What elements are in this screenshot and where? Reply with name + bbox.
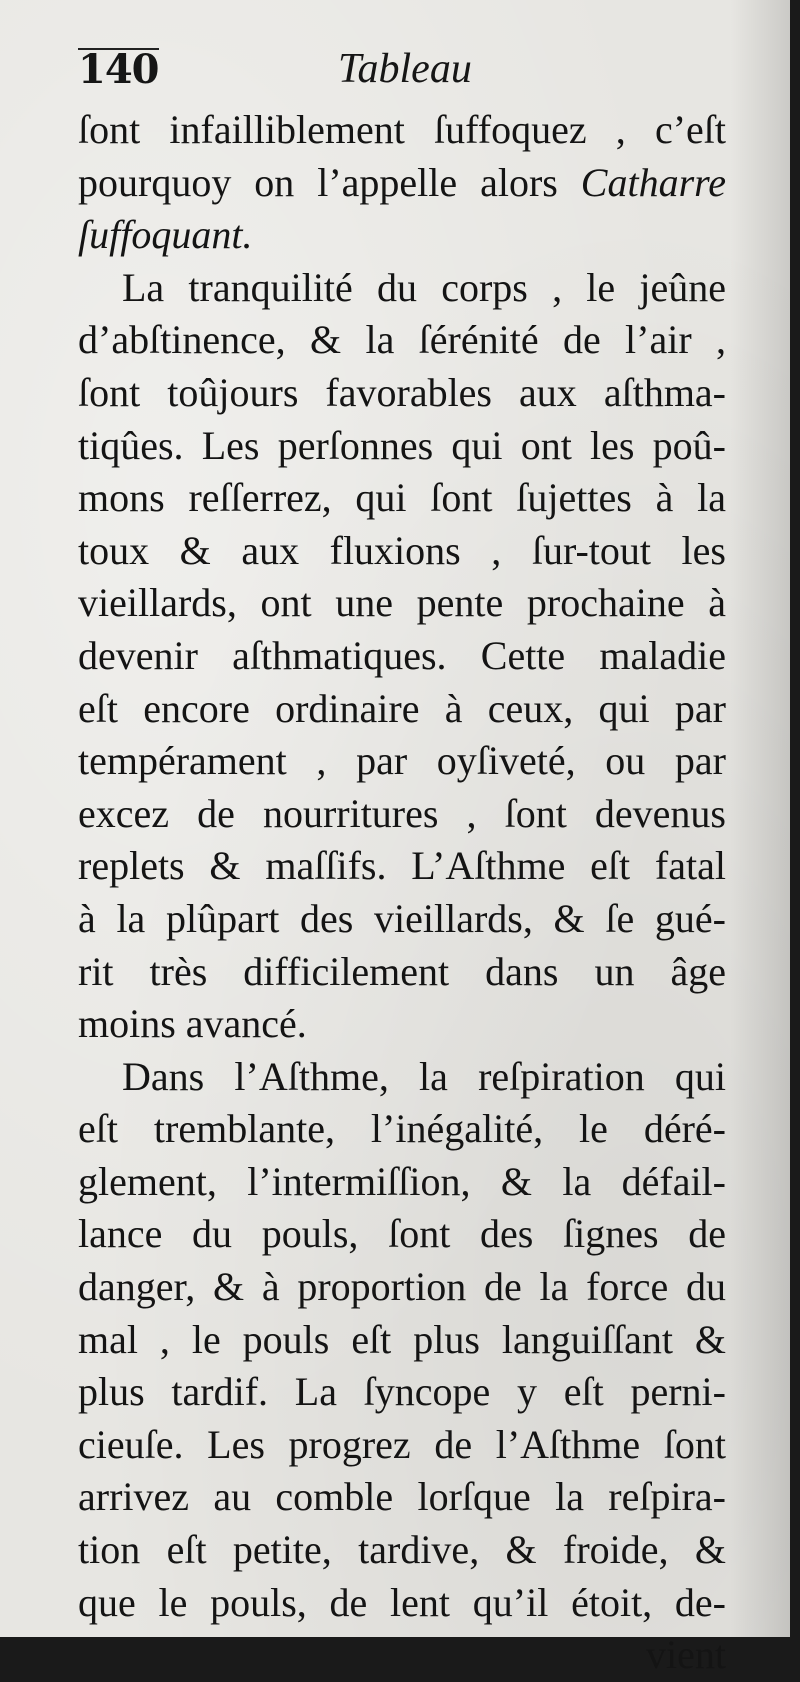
text-line: que le pouls, de lent qu’il étoit, de-: [78, 1579, 726, 1625]
text-line: [78, 209, 726, 262]
text-line: [78, 157, 726, 210]
text-line: eſt tremblante, l’inégalité, le déré-: [78, 1106, 726, 1152]
text-line: lance du pouls, ſont des ſignes de: [78, 1211, 726, 1257]
catchword: vient: [646, 1632, 726, 1678]
text-line: tempérament , par oyſiveté, ou par: [78, 738, 726, 784]
text-line: Dans l’Aſthme, la reſpiration qui: [122, 1053, 726, 1099]
page-number: 140: [78, 46, 159, 93]
text-line: tiqûes. Les perſonnes qui ont les poû-: [78, 422, 726, 468]
text-line: excez de nourritures , ſont devenus: [78, 790, 726, 836]
text-line: La tranquilité du corps , le jeûne: [122, 264, 726, 310]
text-line: moins avancé.: [78, 1001, 307, 1047]
text-line: mons reſſerrez, qui ſont ſujettes à la: [78, 475, 726, 521]
text-line: replets & maſſifs. L’Aſthme eſt fatal: [78, 843, 726, 889]
text-line: à la plûpart des vieillards, & ſe gué-: [78, 895, 726, 941]
text-line: ſont infailliblement ſuffoquez , c’eſt: [78, 107, 726, 152]
text-line: ſont toûjours favorables aux aſthma-: [78, 369, 726, 415]
page-edge-shadow: [730, 0, 790, 1637]
text-line: plus tardif. La ſyncope y eſt perni-: [78, 1369, 726, 1415]
text-line: rit très difficilement dans un âge: [78, 948, 726, 994]
text-line: eſt encore ordinaire à ceux, qui par: [78, 685, 726, 731]
italic-term: Catharre: [580, 159, 726, 205]
page-header: [78, 48, 728, 96]
text-line: vieillards, ont une pente prochaine à: [78, 580, 726, 626]
text-line: toux & aux fluxions , ſur-tout les: [78, 527, 726, 573]
text-line: danger, & à proportion de la force du: [78, 1264, 726, 1310]
text-line: cieuſe. Les progrez de l’Aſthme ſont: [78, 1421, 726, 1467]
text-line: devenir aſthmatiques. Cette maladie: [78, 632, 726, 678]
text-line: d’abſtinence, & la ſérénité de l’air ,: [78, 317, 726, 363]
text-segment: pourquoy on l’appelle alors: [78, 159, 581, 205]
italic-term: ſuffoquant.: [78, 212, 253, 258]
text-line: arrivez au comble lorſque la reſpira-: [78, 1474, 726, 1520]
running-head: Tableau: [338, 46, 472, 92]
text-line: mal , le pouls eſt plus languiſſant &: [78, 1316, 726, 1362]
body-text: [78, 104, 726, 1682]
text-line: tion eſt petite, tardive, & froide, &: [78, 1527, 726, 1573]
text-line: glement, l’intermiſſion, & la défail-: [78, 1158, 726, 1204]
